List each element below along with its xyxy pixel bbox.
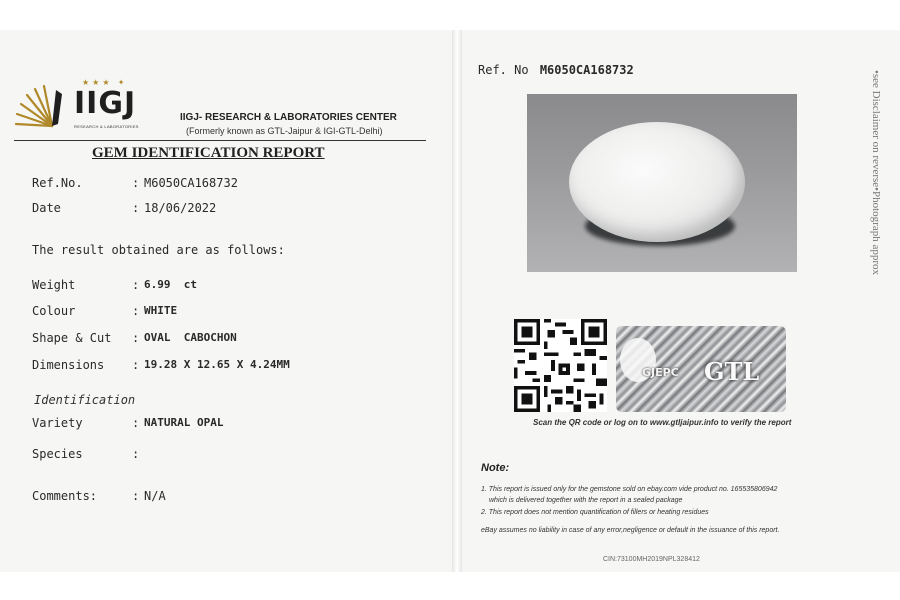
right-ref-value: M6050CA168732: [539, 63, 634, 77]
note-1-line-a: 1. This report is issued only for the gemstone sold on ebay.com vide product no. 165535806942: [481, 486, 778, 493]
note-2: 2. This report does not mention quantification of fillers or heating residues: [481, 509, 709, 516]
species-label: Species: [32, 447, 83, 461]
date-label: Date: [32, 201, 61, 215]
hologram-gtl: GTL: [704, 357, 760, 386]
variety-value: NATURAL OPAL: [144, 416, 224, 429]
lab-name: IIGJ- RESEARCH & LABORATORIES CENTER: [180, 112, 397, 123]
report-title: GEM IDENTIFICATION REPORT: [92, 145, 325, 161]
comments-label: Comments:: [32, 489, 98, 503]
dimensions-colon: :: [132, 358, 140, 372]
variety-colon: :: [132, 416, 140, 430]
cin-number: CIN:73100MH2019NPL328412: [603, 556, 700, 563]
page-fold: [452, 30, 462, 572]
disclaimer-side-note: •see Disclaimer on reverse•Photograph approx: [870, 70, 882, 276]
colour-colon: :: [132, 304, 140, 318]
colour-label: Colour: [32, 304, 76, 318]
liability-note: eBay assumes no liability in case of any error,negligence or default in the issuance of this report.: [481, 527, 780, 534]
ref-colon: :: [132, 176, 140, 190]
shape-label: Shape & Cut: [32, 331, 112, 345]
right-ref: [478, 63, 634, 77]
date-value: 18/06/2022: [144, 201, 217, 215]
hologram-gjepc: GJEPC: [642, 366, 679, 379]
dimensions-label: Dimensions: [32, 358, 105, 372]
logo-subtext: RESEARCH & LABORATORIES: [74, 124, 139, 129]
date-colon: :: [132, 201, 140, 215]
colour-value: WHITE: [144, 304, 178, 317]
right-ref-label: Ref. No: [478, 63, 529, 77]
qr-code-icon: [514, 319, 607, 412]
shape-value: OVAL CABOCHON: [144, 331, 237, 344]
variety-label: Variety: [32, 416, 83, 430]
note-1-line-b: which is delivered together with the report in a sealed package: [489, 497, 683, 504]
weight-unit: ct: [183, 278, 197, 291]
species-colon: :: [132, 447, 140, 461]
logo-text: IIGJ: [74, 86, 137, 121]
sunburst-icon: [12, 84, 68, 134]
result-intro: The result obtained are as follows:: [32, 243, 285, 257]
ref-label: Ref.No.: [32, 176, 83, 190]
ref-value: M6050CA168732: [144, 176, 238, 190]
weight-label: Weight: [32, 278, 76, 292]
security-hologram: [616, 326, 786, 412]
note-heading: Note:: [481, 462, 510, 474]
logo-stars-icon: ★★★ ✦: [82, 78, 128, 87]
weight-value: [144, 278, 197, 291]
comments-value: N/A: [144, 489, 166, 503]
iigj-logo: [12, 78, 152, 138]
verify-instructions: Scan the QR code or log on to www.gtljaipur.info to verify the report: [533, 418, 792, 427]
lab-formerly: (Formerly known as GTL-Jaipur & IGI-GTL-Delhi): [186, 126, 383, 136]
gem-photo: [527, 94, 797, 272]
weight-number: 6.99: [144, 278, 171, 291]
dimensions-value: 19.28 X 12.65 X 4.24MM: [144, 358, 290, 371]
shape-colon: :: [132, 331, 140, 345]
comments-colon: :: [132, 489, 140, 503]
weight-colon: :: [132, 278, 140, 292]
header-rule: [14, 140, 426, 141]
identification-heading: Identification: [34, 393, 136, 407]
opal-cabochon: [569, 122, 745, 242]
